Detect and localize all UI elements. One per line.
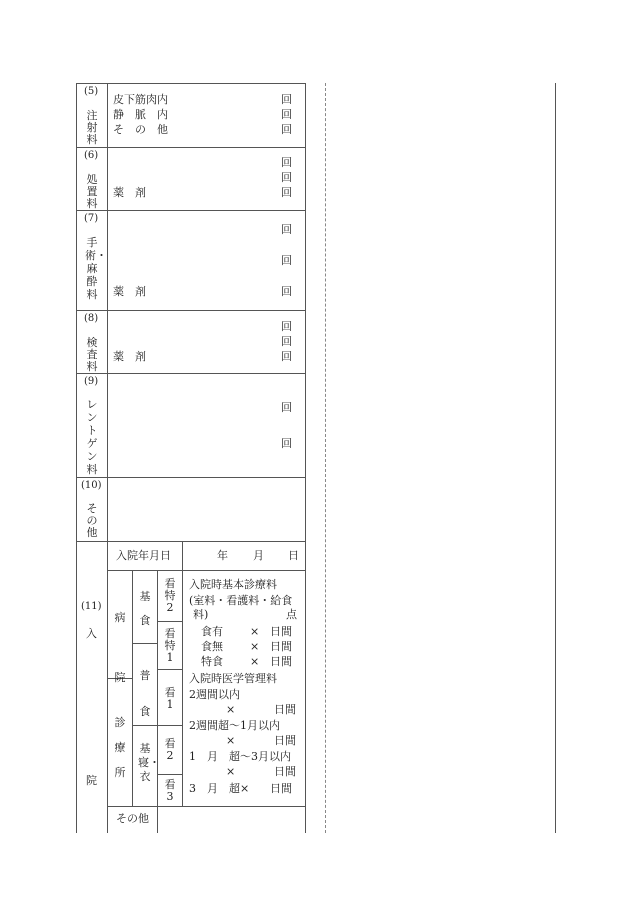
count-unit: 回	[281, 108, 292, 121]
row-divider	[76, 541, 305, 542]
count-unit: 回	[281, 437, 292, 450]
injection-row-intravenous: 静 脈 内	[113, 108, 168, 121]
bedding-label: 基寝・衣	[138, 742, 160, 783]
times-sign: ×	[226, 765, 236, 778]
days-unit: 日間	[270, 655, 292, 668]
care-divider	[157, 669, 182, 670]
management-row-3months: 1 月 超～3月以内	[189, 750, 291, 763]
table-top-border	[76, 83, 305, 84]
care-divider	[157, 725, 182, 726]
days-unit: 日間	[274, 703, 296, 716]
section-number: (8)	[84, 313, 99, 324]
admission-date-col-divider	[182, 541, 183, 806]
date-unit-year: 年	[217, 549, 228, 562]
section-title: 手術・麻酔料	[85, 236, 107, 301]
drug-label: 薬 剤	[113, 285, 146, 298]
section-number: (7)	[84, 213, 99, 224]
admission-date-divider	[107, 570, 305, 571]
basic-fee-detail2: 料)	[193, 608, 209, 621]
times-sign: ×	[250, 655, 260, 668]
section-title: レントゲン料	[86, 398, 98, 476]
admission-other-label: その他	[116, 812, 149, 825]
section-number: (9)	[84, 376, 99, 387]
date-unit-month: 月	[253, 549, 264, 562]
days-unit: 日間	[270, 640, 292, 653]
section-number: (10)	[81, 480, 102, 491]
drug-label: 薬 剤	[113, 350, 146, 363]
injection-row-other: そ の 他	[113, 123, 168, 136]
count-unit: 回	[281, 320, 292, 333]
count-unit: 回	[281, 186, 292, 199]
count-unit: 回	[281, 93, 292, 106]
care-divider	[157, 774, 182, 775]
section-number: (5)	[84, 86, 99, 97]
admission-date-label: 入院年月日	[116, 549, 171, 562]
days-unit: 日間	[270, 625, 292, 638]
label-column-divider	[107, 83, 108, 541]
clinic-label: 診療所	[114, 716, 126, 779]
care-level-2: 看2	[164, 737, 176, 762]
count-unit: 回	[281, 285, 292, 298]
count-unit: 回	[281, 335, 292, 348]
meal-row-special: 特食	[201, 655, 223, 668]
meal-row-with: 食有	[201, 625, 223, 638]
table-right-border	[305, 83, 306, 833]
other-row-divider	[107, 806, 305, 807]
section-title: 処置料	[86, 173, 98, 210]
section-title: その他	[86, 502, 98, 539]
meal-row-without: 食無	[201, 640, 223, 653]
table-left-border	[76, 83, 77, 833]
care-level-special-1: 看特1	[164, 627, 176, 664]
count-unit: 回	[281, 223, 292, 236]
care-level-special-2: 看特2	[164, 577, 176, 614]
section-number: (6)	[84, 150, 99, 161]
count-unit: 回	[281, 171, 292, 184]
count-unit: 回	[281, 254, 292, 267]
section-number: (11)	[81, 601, 102, 612]
care-level-1: 看1	[164, 686, 176, 711]
facility-col-divider	[132, 570, 133, 806]
management-row-2weeks: 2週間以内	[189, 688, 240, 701]
basic-fee-title: 入院時基本診療料	[189, 578, 277, 591]
meal-divider	[132, 643, 157, 644]
management-row-1month: 2週間超～1月以内	[189, 719, 280, 732]
times-sign: ×	[250, 640, 260, 653]
normal-meal-label: 普食	[139, 669, 151, 718]
row-divider	[76, 477, 305, 478]
days-unit: 日間	[274, 734, 296, 747]
care-divider	[157, 621, 182, 622]
count-unit: 回	[281, 156, 292, 169]
row-divider	[76, 210, 305, 211]
drug-label: 薬 剤	[113, 186, 146, 199]
injection-row-subcutaneous: 皮下筋肉内	[113, 93, 168, 106]
management-row-over3months: 3 月 超×	[189, 782, 250, 795]
date-unit-day: 日	[288, 549, 299, 562]
right-panel-border	[555, 83, 556, 833]
days-unit: 日間	[274, 765, 296, 778]
point-unit: 点	[286, 608, 297, 621]
row-divider	[76, 147, 305, 148]
section-title: 注射料	[86, 109, 98, 146]
count-unit: 回	[281, 123, 292, 136]
base-meal-label: 基食	[139, 590, 151, 627]
count-unit: 回	[281, 401, 292, 414]
admission-title-bottom: 院	[86, 774, 97, 787]
admission-label-divider	[107, 541, 108, 833]
admission-title-top: 入	[86, 627, 97, 640]
hospital-label: 病院	[114, 611, 126, 684]
section-title: 検査料	[86, 336, 98, 373]
count-unit: 回	[281, 350, 292, 363]
days-unit: 日間	[270, 782, 292, 795]
times-sign: ×	[226, 734, 236, 747]
basic-fee-detail: (室料・看護料・給食	[189, 594, 293, 607]
fold-line	[325, 83, 326, 833]
times-sign: ×	[226, 703, 236, 716]
times-sign: ×	[250, 625, 260, 638]
row-divider	[76, 373, 305, 374]
row-divider	[76, 310, 305, 311]
management-fee-title: 入院時医学管理料	[189, 672, 277, 685]
care-level-3: 看3	[164, 778, 176, 803]
meal-col-divider	[157, 570, 158, 833]
